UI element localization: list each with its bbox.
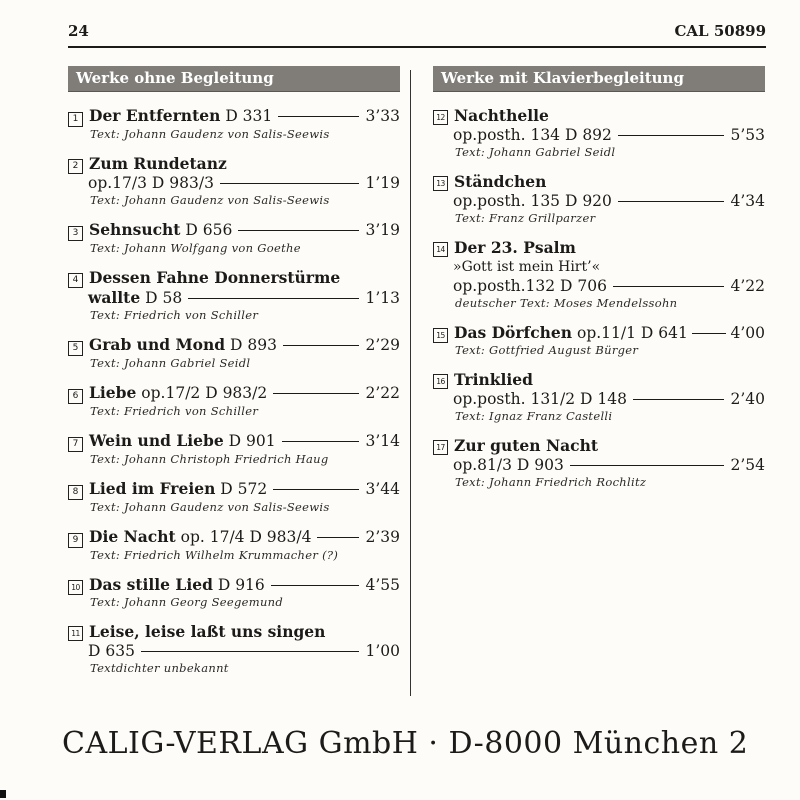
track-catalog: D 572 <box>220 480 268 498</box>
track-duration: 2’22 <box>365 384 400 402</box>
track-credit: Text: Johann Gaudenz von Salis-Seewis <box>90 500 330 514</box>
track-catalog: op.posth. 131/2 D 148 <box>453 390 627 408</box>
track-credit: Text: Johann Gabriel Seidl <box>90 356 251 370</box>
track-credit: deutscher Text: Moses Mendelssohn <box>455 296 678 310</box>
leader-line <box>141 651 360 652</box>
track-number: 4 <box>68 273 83 288</box>
track-credit: Textdichter unbekannt <box>90 661 229 675</box>
track-number: 3 <box>68 226 83 241</box>
track-catalog: op. 17/4 D 983/4 <box>180 528 312 546</box>
track-duration: 4’00 <box>730 324 765 342</box>
track-item <box>68 335 400 371</box>
track-catalog: op.posth.132 D 706 <box>453 277 607 295</box>
track-catalog: op.17/3 D 983/3 <box>88 174 214 192</box>
scan-mark <box>0 790 6 798</box>
track-duration: 1’19 <box>365 174 400 192</box>
track-credit: Text: Johann Christoph Friedrich Haug <box>90 452 329 466</box>
track-credit: Text: Johann Gaudenz von Salis-Seewis <box>90 193 330 207</box>
leader-line <box>278 116 359 117</box>
track-item <box>433 370 765 424</box>
track-item <box>68 220 400 256</box>
leader-line <box>618 201 725 202</box>
track-title: Liebe <box>89 383 137 402</box>
leader-line <box>238 230 359 231</box>
track-catalog: D 893 <box>230 336 277 354</box>
track-number: 8 <box>68 485 83 500</box>
track-title: Dessen Fahne Donnerstürme <box>89 268 341 287</box>
leader-line <box>618 135 725 136</box>
track-title: Sehnsucht <box>89 220 181 239</box>
track-duration: 2’54 <box>730 456 765 474</box>
track-item <box>433 106 765 160</box>
track-item <box>68 431 400 467</box>
track-item <box>68 575 400 610</box>
track-credit: Text: Gottfried August Bürger <box>455 343 639 357</box>
section-title: Werke ohne Begleitung <box>68 66 400 92</box>
track-subtitle: »Gott ist mein Hirt’« <box>453 259 601 275</box>
track-item <box>433 238 765 311</box>
section-unaccompanied <box>68 66 400 688</box>
track-duration: 2’39 <box>365 528 400 546</box>
page-number: 24 <box>68 22 89 40</box>
track-number: 15 <box>433 328 448 343</box>
track-number: 11 <box>68 626 83 641</box>
track-duration: 3’33 <box>365 107 400 125</box>
track-title-continued: wallte <box>88 288 141 307</box>
track-number: 16 <box>433 374 448 389</box>
track-credit: Text: Ignaz Franz Castelli <box>455 409 613 423</box>
track-duration: 3’44 <box>365 480 400 498</box>
track-item <box>68 106 400 142</box>
track-duration: 4’22 <box>730 277 765 295</box>
track-duration: 4’55 <box>365 576 400 594</box>
track-credit: Text: Friedrich von Schiller <box>90 404 259 418</box>
track-title: Lied im Freien <box>89 479 216 498</box>
leader-line <box>188 298 359 299</box>
track-title: Zur guten Nacht <box>454 436 599 455</box>
track-title: Die Nacht <box>89 527 176 546</box>
track-catalog: D 331 <box>225 107 273 125</box>
leader-line <box>317 537 359 538</box>
track-number: 9 <box>68 533 83 548</box>
track-title: Leise, leise laßt uns singen <box>89 622 326 641</box>
track-title: Das stille Lied <box>89 575 213 594</box>
track-number: 17 <box>433 440 448 455</box>
leader-line <box>282 441 360 442</box>
leader-line <box>273 489 359 490</box>
track-title: Der Entfernten <box>89 106 221 125</box>
track-number: 2 <box>68 159 83 174</box>
publisher-footer: CALIG-VERLAG GmbH · D-8000 München 2 <box>62 726 749 761</box>
track-credit: Text: Johann Wolfgang von Goethe <box>90 241 301 255</box>
track-title: Trinklied <box>454 370 533 389</box>
track-item <box>68 527 400 563</box>
track-title: Wein und Liebe <box>89 431 224 450</box>
track-number: 12 <box>433 110 448 125</box>
track-item <box>433 172 765 226</box>
track-duration: 2’29 <box>365 336 400 354</box>
track-catalog: op.posth. 135 D 920 <box>453 192 612 210</box>
track-catalog: D 916 <box>217 576 265 594</box>
track-credit: Text: Friedrich Wilhelm Krummacher (?) <box>90 548 339 562</box>
track-duration: 1’00 <box>365 642 400 660</box>
track-item <box>433 436 765 490</box>
track-duration: 3’19 <box>365 221 400 239</box>
track-duration: 3’14 <box>365 432 400 450</box>
track-credit: Text: Johann Gaudenz von Salis-Seewis <box>90 127 330 141</box>
leader-line <box>273 393 359 394</box>
catalog-number: CAL 50899 <box>674 22 766 40</box>
track-number: 6 <box>68 389 83 404</box>
track-duration: 5’53 <box>730 126 765 144</box>
track-credit: Text: Johann Gabriel Seidl <box>455 145 616 159</box>
column-divider <box>410 70 411 696</box>
section-title: Werke mit Klavierbegleitung <box>433 66 765 92</box>
track-title: Grab und Mond <box>89 335 226 354</box>
track-number: 14 <box>433 242 448 257</box>
track-item <box>68 383 400 419</box>
track-duration: 4’34 <box>730 192 765 210</box>
track-title: Das Dörfchen <box>454 323 573 342</box>
track-title: Zum Rundetanz <box>89 154 227 173</box>
track-catalog: op.81/3 D 903 <box>453 456 564 474</box>
track-title: Ständchen <box>454 172 547 191</box>
track-duration: 1’13 <box>365 289 400 307</box>
leader-line <box>220 183 360 184</box>
track-credit: Text: Johann Friedrich Rochlitz <box>455 475 647 489</box>
track-number: 13 <box>433 176 448 191</box>
leader-line <box>271 585 360 586</box>
track-catalog: D 635 <box>88 642 135 660</box>
track-catalog: op.17/2 D 983/2 <box>141 384 268 402</box>
track-catalog: D 58 <box>145 289 183 307</box>
track-title: Der 23. Psalm <box>454 238 576 257</box>
track-item <box>68 622 400 676</box>
track-item <box>68 268 400 323</box>
track-item <box>68 479 400 515</box>
track-number: 10 <box>68 580 83 595</box>
leader-line <box>613 286 725 287</box>
leader-line <box>570 465 725 466</box>
track-credit: Text: Franz Grillparzer <box>455 211 596 225</box>
leader-line <box>692 333 727 334</box>
track-number: 1 <box>68 112 83 127</box>
track-credit: Text: Friedrich von Schiller <box>90 308 259 322</box>
track-credit: Text: Johann Georg Seegemund <box>90 595 284 609</box>
track-catalog: D 901 <box>228 432 276 450</box>
leader-line <box>283 345 360 346</box>
track-catalog: op.11/1 D 641 <box>577 324 688 342</box>
header-rule <box>68 46 766 48</box>
track-number: 5 <box>68 341 83 356</box>
page-header <box>68 22 766 42</box>
track-item <box>433 323 765 358</box>
leader-line <box>633 399 724 400</box>
track-catalog: D 656 <box>185 221 233 239</box>
track-title: Nachthelle <box>454 106 549 125</box>
section-piano <box>433 66 765 502</box>
track-catalog: op.posth. 134 D 892 <box>453 126 612 144</box>
track-number: 7 <box>68 437 83 452</box>
track-duration: 2’40 <box>730 390 765 408</box>
track-item <box>68 154 400 208</box>
